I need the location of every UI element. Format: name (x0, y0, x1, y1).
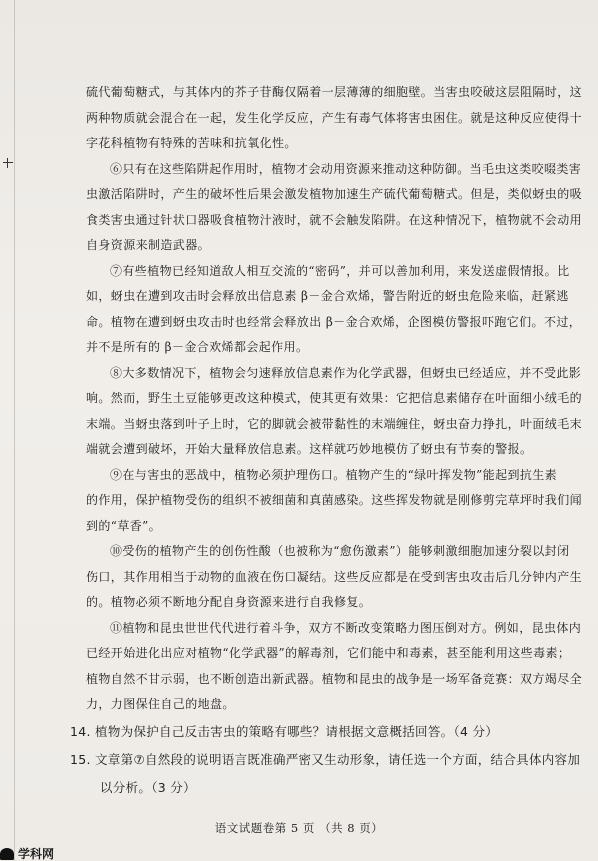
watermark (0, 846, 90, 861)
passage-line: 字花科植物有特殊的苦味和抗氧化性。 (86, 136, 297, 150)
passage-line: 末端。当蚜虫落到叶子上时，它的脚就会被带黏性的末端缠住，蚜虫奋力挣扎，叶面绒毛末 (86, 416, 583, 431)
page-footer: 语文试题卷第 5 页 （共 8 页） (214, 821, 384, 835)
passage-line: 虫激活陷阱时，产生的破坏性后果会激发植物加速生产硫代葡萄糖式。但是，类似蚜虫的吸 (86, 187, 583, 201)
passage-line: ⑪植物和昆虫世世代代进行着斗争，双方不断改变策略力图压倒对方。例如，昆虫体内 (110, 620, 582, 635)
passage-line: 两种物质就会混合在一起，发生化学反应，产生有毒气体将害虫困住。就是这种反应使得十 (86, 110, 583, 125)
passage-line: 端就会遭到破坏，开始大量释放信息素。这样就巧妙地模仿了蚜虫有节奏的警报。 (86, 442, 533, 456)
passage-lines (86, 80, 583, 718)
passage-line: 伤口，其作用相当于动物的血液在伤口凝结。这些反应都是在受到害虫攻击后几分钟内产生 (86, 569, 583, 584)
passage-line: 的。植物必须不断地分配自身资源来进行自我修复。 (86, 595, 372, 609)
watermark-text: 学科网 (18, 847, 55, 861)
question-15: 15. 文章第⑦自然段的说明语言既准确严密又生动形象，请任选一个方面，结合具体内容加 (70, 751, 581, 767)
passage-line: 响。然而，野生土豆能够更改这种模式，使其更有效果：它把信息素储存在叶面细小绒毛的 (86, 391, 583, 405)
passage-line: ⑥只有在这些陷阱起作用时，植物才会动用资源来推动这种防御。当毛虫这类咬啜类害 (110, 161, 582, 176)
question-14: 14. 植物为保护自己反击害虫的策略有哪些？请根据文意概括回答。（4 分） (70, 723, 499, 739)
passage-line: 食类害虫通过针状口器吸食植物汁液时，就不会触发陷阱。在这种情况下，植物就不会动用 (86, 212, 583, 227)
passage-line: 如，蚜虫在遭到攻击时会释放出信息素 β－金合欢烯，警告附近的蚜虫危险来临，赶紧逃 (86, 289, 569, 303)
passage-line: 到的“草香”。 (86, 518, 162, 533)
passage-line: 植物自然不甘示弱，也不断创造出新武器。植物和昆虫的战争是一场军备竞赛：双方竭尽全 (86, 671, 583, 686)
passage-line: ⑩受伤的植物产生的创伤性酸（也被称为“愈伤激素”）能够刺激细胞加速分裂以封闭 (110, 544, 570, 558)
passage-line: ⑦有些植物已经知道敌人相互交流的“密码”，并可以善加利用，来发送虚假情报。比 (110, 263, 570, 278)
passage-line: 力，力图保住自己的地盘。 (86, 697, 235, 711)
passage-line: 命。植物在遭到蚜虫攻击时也经常会释放出 β－金合欢烯，企图模仿警报吓跑它们。不过， (86, 314, 582, 329)
passage-line: ⑨在与害虫的恶战中，植物必须护理伤口。植物产生的“绿叶挥发物”能起到抗生素 (110, 467, 558, 482)
passage-line: 并不是所有的 β－金合欢烯都会起作用。 (86, 340, 309, 354)
reading-passage (70, 80, 583, 802)
page-binding-edge (14, 0, 15, 861)
passage-line: 自身资源来制造武器。 (86, 238, 211, 252)
passage-line: ⑧大多数情况下，植物会匀速释放信息素作为化学武器，但蚜虫已经适应，并不受此影 (110, 365, 582, 380)
passage-line: 硫代葡萄糖式，与其体内的芥子苷酶仅隔着一层薄薄的细胞壁。当害虫咬破这层阻隔时，这 (86, 85, 583, 99)
passage-line: 已经开始进化出应对植物“化学武器”的解毒剂，它们能中和毒素，甚至能利用这些毒素； (86, 646, 571, 660)
questions (70, 718, 581, 802)
xuekewang-logo-icon (0, 848, 14, 860)
passage-line: 的作用，保护植物受伤的组织不被细菌和真菌感染。这些挥发物就是刚修剪完草坪时我们闻 (86, 493, 583, 507)
crop-mark-icon (3, 158, 13, 168)
question-15-continued: 以分析。（3 分） (100, 779, 196, 795)
